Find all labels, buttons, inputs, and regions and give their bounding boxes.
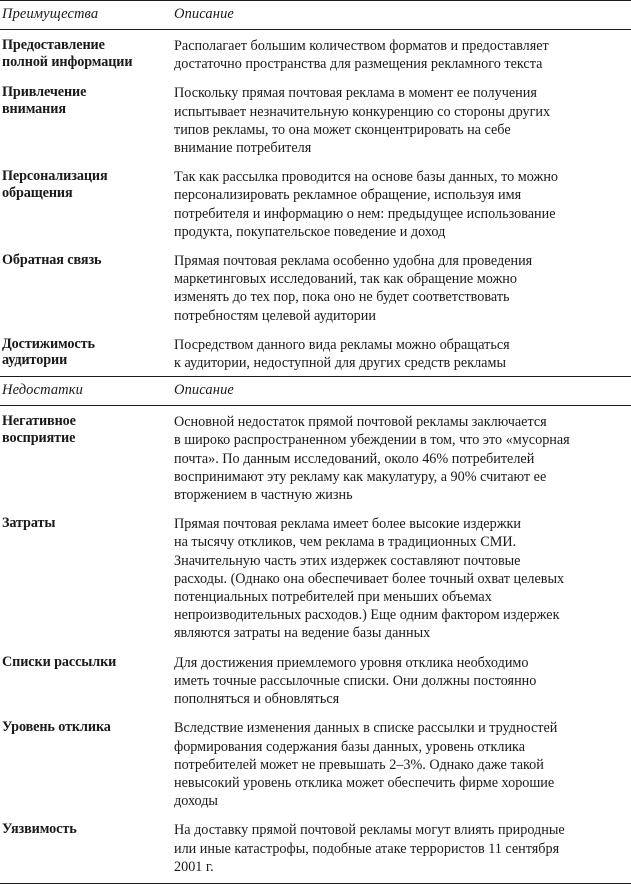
desc-line: потребителей может не превышать 2–3%. Однако даже такой — [174, 756, 544, 773]
desc-line: 2001 г. — [174, 858, 214, 875]
column-header-description-1: Описание — [170, 1, 631, 30]
desc-line: в широко распространенном убеждении в том, что это «мусорная — [174, 432, 570, 449]
term-line: Затраты — [2, 515, 56, 532]
section-header-row-advantages — [0, 1, 631, 30]
column-header-advantages: Преимущества — [0, 1, 170, 30]
desc-line: являются затраты на ведение базы данных — [174, 625, 431, 642]
desc-line: типов рекламы, то она может сконцентрировать на себе — [174, 121, 511, 138]
row-term — [0, 508, 170, 646]
term-line: Списки рассылки — [2, 653, 117, 670]
desc-line: На доставку прямой почтовой рекламы могут влиять природные — [174, 822, 565, 839]
table-row — [0, 161, 631, 245]
desc-line: изменять до тех пор, пока оно не будет соответствовать — [174, 289, 510, 306]
row-term — [0, 245, 170, 329]
term-line: восприятие — [2, 429, 76, 446]
section-header-row-disadvantages — [0, 377, 631, 406]
desc-line: потребителя и информацию о нем: предыдущее использование — [174, 205, 556, 222]
table-row — [0, 814, 631, 883]
table-row — [0, 30, 631, 78]
term-line: Достижимость — [2, 335, 95, 352]
table-row — [0, 647, 631, 713]
desc-line: Так как рассылка проводится на основе базы данных, то можно — [174, 169, 559, 186]
term-line: Предоставление — [2, 37, 105, 53]
desc-line: Прямая почтовая реклама особенно удобна для проведения — [174, 253, 533, 270]
desc-line: пополняться и обновляться — [174, 691, 340, 708]
row-term — [0, 647, 170, 713]
desc-line: почта». По данным исследований, около 46% потребителей — [174, 450, 535, 467]
desc-line: маркетинговых исследований, так как обращение можно — [174, 271, 517, 288]
column-header-description-2: Описание — [170, 377, 631, 406]
term-line: полной информации — [2, 53, 133, 70]
table-body — [0, 1, 631, 884]
term-line: Уровень отклика — [2, 719, 111, 736]
row-description — [170, 406, 631, 509]
term-line: Привлечение — [2, 84, 87, 101]
table-row — [0, 712, 631, 814]
desc-line: или иные катастрофы, подобные атаке террористов 11 сентября — [174, 840, 560, 857]
desc-line: потенциальных потребителей при меньших объемах — [174, 589, 492, 606]
desc-line: внимание потребителя — [174, 140, 312, 157]
row-description — [170, 77, 631, 161]
desc-line: испытывает незначительную конкуренцию со стороны других — [174, 103, 551, 120]
desc-line: иметь точные рассылочные списки. Они должны постоянно — [174, 672, 537, 689]
row-description — [170, 161, 631, 245]
desc-line: Прямая почтовая реклама имеет более высокие издержки — [174, 516, 521, 533]
desc-line: вторжением в частную жизнь — [174, 487, 353, 504]
row-term — [0, 329, 170, 377]
desc-line: Поскольку прямая почтовая реклама в момент ее получения — [174, 85, 537, 102]
desc-line: Значительную часть этих издержек составляют почтовые — [174, 552, 521, 569]
row-description — [170, 508, 631, 646]
desc-line: непроизводительных расходов.) Еще одним фактором издержек — [174, 607, 560, 624]
term-line: внимания — [2, 101, 66, 117]
term-line: аудитории — [2, 352, 68, 369]
row-term — [0, 814, 170, 883]
desc-line: персонализировать рекламное обращение, используя имя — [174, 187, 522, 204]
desc-line: достаточно пространства для размещения рекламного текста — [174, 56, 543, 73]
row-description — [170, 245, 631, 329]
desc-line: потребностям целевой аудитории — [174, 307, 376, 324]
desc-line: Основной недостаток прямой почтовой рекламы заключается — [174, 414, 547, 431]
desc-line: Вследствие изменения данных в списке рассылки и трудностей — [174, 720, 558, 737]
row-term — [0, 712, 170, 814]
term-line: Уязвимость — [2, 821, 77, 838]
desc-line: доходы — [174, 793, 218, 810]
row-term — [0, 77, 170, 161]
table-row — [0, 406, 631, 509]
desc-line: формирования содержания базы данных, уровень отклика — [174, 738, 526, 755]
term-line: обращения — [2, 184, 73, 201]
row-term — [0, 30, 170, 78]
desc-line: к аудитории, недоступной для других средств рекламы — [174, 355, 506, 372]
column-header-disadvantages: Недостатки — [0, 377, 170, 406]
desc-line: воспринимают эту рекламу как макулатуру, а 90% считают ее — [174, 468, 547, 485]
desc-line: продукта, покупательское поведение и доход — [174, 223, 446, 240]
desc-line: Располагает большим количеством форматов и предоставляет — [174, 38, 549, 54]
desc-line: невысокий уровень отклика может обеспечить фирме хорошие — [174, 774, 555, 791]
row-description — [170, 814, 631, 883]
row-description — [170, 329, 631, 377]
term-line: Негативное — [2, 413, 76, 430]
desc-line: на тысячу откликов, чем реклама в традиционных СМИ. — [174, 534, 517, 551]
term-line: Обратная связь — [2, 252, 102, 269]
desc-line: расходы. (Однако она обеспечивает более точный охват целевых — [174, 570, 565, 587]
desc-line: Посредством данного вида рекламы можно обращаться — [174, 336, 510, 353]
desc-line: Для достижения приемлемого уровня отклика необходимо — [174, 654, 529, 671]
table-row — [0, 245, 631, 329]
row-term — [0, 161, 170, 245]
row-term — [0, 406, 170, 509]
table-row — [0, 77, 631, 161]
row-description — [170, 647, 631, 713]
row-description — [170, 712, 631, 814]
term-line: Персонализация — [2, 168, 108, 185]
table-row — [0, 329, 631, 377]
row-description — [170, 30, 631, 78]
table-row — [0, 508, 631, 646]
